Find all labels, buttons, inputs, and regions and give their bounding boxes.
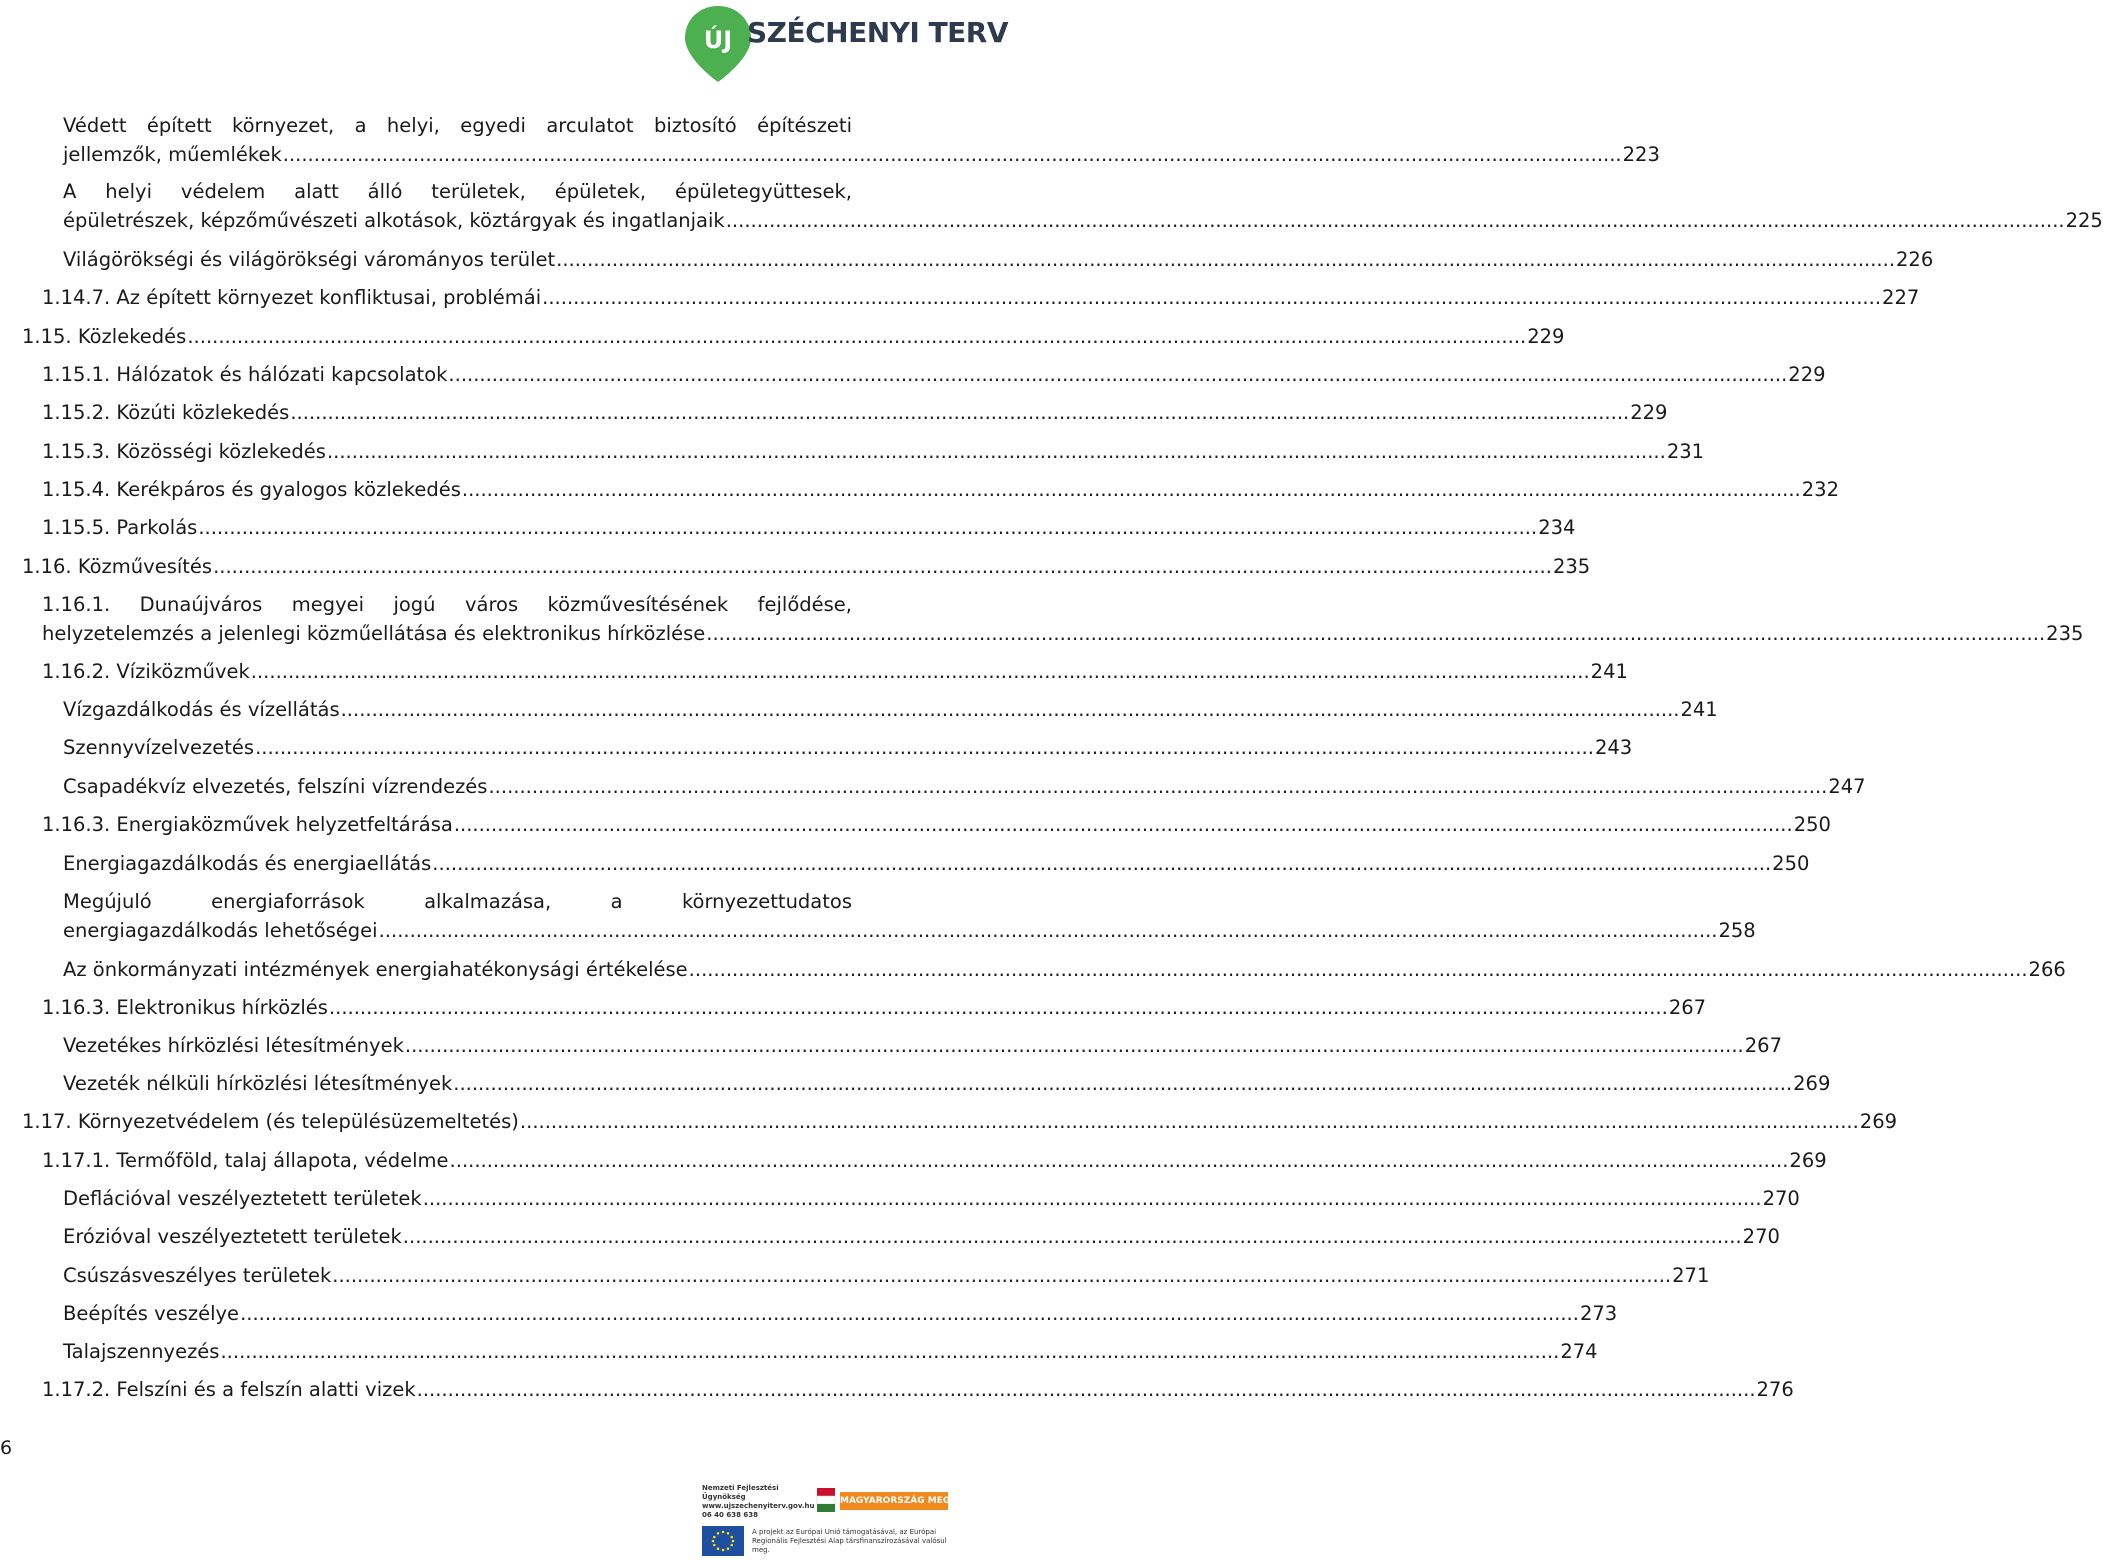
toc-entry-line bbox=[42, 993, 1707, 1022]
toc-entry-line bbox=[42, 283, 1920, 312]
toc-entry-title: 1.16. Közművesítés bbox=[22, 555, 213, 578]
toc-entry-title: Vezeték nélküli hírközlési létesítmények bbox=[63, 1072, 453, 1095]
toc-entry[interactable] bbox=[42, 1375, 1794, 1404]
toc-entry-title: Talajszennyezés bbox=[63, 1340, 220, 1363]
toc-entry[interactable] bbox=[42, 1146, 1827, 1175]
location-pin-icon bbox=[683, 4, 753, 84]
toc-entry-title: helyzetelemzés a jelenlegi közműellátása és elektronikus hírközlése bbox=[42, 622, 706, 645]
toc-entry-line bbox=[63, 140, 1660, 169]
toc-entry-title: épületrészek, képzőművészeti alkotások, köztárgyak és ingatlanjaik bbox=[63, 209, 725, 232]
toc-entry-title: 1.15. Közlekedés bbox=[22, 325, 187, 348]
toc-leader-dots bbox=[251, 657, 1590, 686]
toc-leader-dots bbox=[453, 1069, 1792, 1098]
toc-page-number: 258 bbox=[1718, 919, 1756, 942]
toc-entry[interactable] bbox=[22, 1107, 1898, 1136]
toc-leader-dots bbox=[417, 1375, 1756, 1404]
toc-entry[interactable] bbox=[22, 552, 1591, 581]
toc-page-number: 274 bbox=[1560, 1340, 1598, 1363]
toc-page-number: 226 bbox=[1896, 248, 1934, 271]
toc-leader-dots bbox=[454, 810, 1793, 839]
toc-entry-title-line: Védett épített környezet, a helyi, egyedi arculatot biztosító építészeti bbox=[63, 114, 852, 137]
toc-page-number: 267 bbox=[1744, 1034, 1782, 1057]
toc-entry[interactable] bbox=[63, 1031, 1782, 1060]
toc-page-number: 241 bbox=[1590, 660, 1628, 683]
toc-leader-dots bbox=[198, 513, 1537, 542]
toc-page-number: 229 bbox=[1630, 401, 1668, 424]
toc-entry-title: Energiagazdálkodás és energiaellátás bbox=[63, 852, 432, 875]
toc-leader-dots bbox=[329, 993, 1668, 1022]
toc-entry-line bbox=[63, 206, 2103, 235]
toc-entry[interactable] bbox=[42, 437, 1705, 466]
toc-entry-line bbox=[42, 360, 1826, 389]
toc-page-number: 223 bbox=[1622, 143, 1660, 166]
toc-entry-title: 1.15.2. Közúti közlekedés bbox=[42, 401, 290, 424]
toc-page-number: 247 bbox=[1828, 775, 1866, 798]
toc-leader-dots bbox=[462, 475, 1801, 504]
toc-entry[interactable] bbox=[42, 475, 1839, 504]
toc-leader-dots bbox=[240, 1299, 1579, 1328]
toc-leader-dots bbox=[423, 1184, 1762, 1213]
toc-entry[interactable] bbox=[63, 177, 2103, 235]
toc-page-number: 250 bbox=[1772, 852, 1810, 875]
toc-leader-dots bbox=[488, 772, 1827, 801]
toc-entry-line bbox=[42, 1146, 1827, 1175]
toc-entry-line bbox=[63, 733, 1633, 762]
toc-leader-dots bbox=[542, 283, 1881, 312]
toc-entry-line bbox=[63, 695, 1718, 724]
toc-entry-line bbox=[22, 1107, 1898, 1136]
toc-entry-line bbox=[42, 475, 1839, 504]
toc-entry-title: energiagazdálkodás lehetőségei bbox=[63, 919, 378, 942]
toc-entry-title: 1.16.3. Energiaközművek helyzetfeltárása bbox=[42, 813, 453, 836]
toc-entry[interactable] bbox=[63, 955, 2066, 984]
toc-leader-dots bbox=[726, 206, 2065, 235]
toc-entry-line bbox=[42, 810, 1831, 839]
toc-entry[interactable] bbox=[42, 993, 1707, 1022]
toc-page-number: 229 bbox=[1788, 363, 1826, 386]
toc-leader-dots bbox=[187, 322, 1526, 351]
toc-entry-title: Csapadékvíz elvezetés, felszíni vízrendezés bbox=[63, 775, 488, 798]
hungarian-coat-of-arms-icon bbox=[817, 1488, 835, 1512]
toc-entry[interactable] bbox=[42, 513, 1576, 542]
toc-entry-line bbox=[42, 1375, 1794, 1404]
toc-entry-title: 1.16.2. Víziközművek bbox=[42, 660, 250, 683]
toc-entry[interactable] bbox=[63, 733, 1633, 762]
toc-leader-dots bbox=[283, 140, 1622, 169]
toc-entry[interactable] bbox=[63, 111, 1660, 169]
toc-leader-dots bbox=[689, 955, 2028, 984]
toc-entry[interactable] bbox=[42, 283, 1920, 312]
toc-entry-line bbox=[42, 619, 2084, 648]
toc-leader-dots bbox=[332, 1261, 1671, 1290]
toc-entry[interactable] bbox=[63, 1337, 1598, 1366]
toc-entry-title: 1.15.5. Parkolás bbox=[42, 516, 198, 539]
toc-entry-title: Világörökségi és világörökségi várományos terület bbox=[63, 248, 556, 271]
nfu-logo-text: Nemzeti Fejlesztési Ügynökség www.ujszechenyiterv.gov.hu 06 40 638 638 bbox=[702, 1484, 815, 1519]
toc-entry-line bbox=[63, 1069, 1831, 1098]
toc-page-number: 276 bbox=[1756, 1378, 1794, 1401]
toc-page-number: 269 bbox=[1859, 1110, 1898, 1133]
toc-leader-dots bbox=[405, 1031, 1744, 1060]
toc-entry-title: Csúszásveszélyes területek bbox=[63, 1264, 332, 1287]
toc-entry-title: Beépítés veszélye bbox=[63, 1302, 240, 1325]
toc-entry-title: 1.17.1. Termőföld, talaj állapota, védelme bbox=[42, 1149, 449, 1172]
toc-entry-title: Erózióval veszélyeztetett területek bbox=[63, 1225, 402, 1248]
toc-entry-title: 1.14.7. Az épített környezet konfliktusai, problémái bbox=[42, 286, 542, 309]
toc-entry-title: 1.17.2. Felszíni és a felszín alatti vizek bbox=[42, 1378, 416, 1401]
toc-entry-line bbox=[63, 955, 2066, 984]
toc-leader-dots bbox=[341, 695, 1680, 724]
toc-leader-dots bbox=[290, 398, 1629, 427]
toc-entry-title: 1.16.3. Elektronikus hírközlés bbox=[42, 996, 328, 1019]
toc-entry-title: Vízgazdálkodás és vízellátás bbox=[63, 698, 340, 721]
toc-entry[interactable] bbox=[63, 1069, 1831, 1098]
toc-entry-line bbox=[63, 1222, 1780, 1251]
toc-entry-title: 1.15.1. Hálózatok és hálózati kapcsolatok bbox=[42, 363, 448, 386]
toc-entry-title: 1.15.3. Közösségi közlekedés bbox=[42, 440, 326, 463]
toc-leader-dots bbox=[327, 437, 1666, 466]
toc-page-number: 270 bbox=[1742, 1225, 1780, 1248]
toc-leader-dots bbox=[255, 733, 1594, 762]
toc-entry[interactable] bbox=[63, 1261, 1710, 1290]
toc-entry[interactable] bbox=[42, 360, 1826, 389]
toc-page-number: 250 bbox=[1793, 813, 1831, 836]
toc-entry-title: Deflációval veszélyeztetett területek bbox=[63, 1187, 422, 1210]
toc-entry[interactable] bbox=[63, 849, 1810, 878]
toc-entry-title: Szennyvízelvezetés bbox=[63, 736, 255, 759]
toc-entry-title-line: A helyi védelem alatt álló területek, épületek, épületegyüttesek, bbox=[63, 180, 852, 203]
toc-page-number: 235 bbox=[1552, 555, 1591, 578]
toc-leader-dots bbox=[403, 1222, 1742, 1251]
toc-entry[interactable] bbox=[42, 657, 1628, 686]
toc-entry[interactable] bbox=[63, 695, 1718, 724]
logo-badge: ÚJ bbox=[703, 26, 733, 54]
toc-page-number: 231 bbox=[1666, 440, 1705, 463]
toc-entry-line bbox=[63, 245, 1934, 274]
toc-page-number: 234 bbox=[1538, 516, 1576, 539]
toc-entry-line bbox=[22, 322, 1565, 351]
eu-funding-text: A projekt az Európai Unió támogatásával, az Európai Regionális Fejlesztési Alap társfinanszírozásával valósul meg. bbox=[752, 1528, 947, 1554]
toc-page-number: 229 bbox=[1527, 325, 1565, 348]
toc-entry-line bbox=[63, 849, 1810, 878]
toc-entry[interactable] bbox=[63, 1299, 1618, 1328]
toc-entry[interactable] bbox=[63, 772, 1866, 801]
toc-entry-line bbox=[42, 398, 1668, 427]
toc-entry[interactable] bbox=[42, 810, 1831, 839]
page-number: 6 bbox=[0, 1437, 13, 1459]
toc-entry-title-line: 1.16.1. Dunaújváros megyei jogú város közművesítésének fejlődése, bbox=[42, 593, 852, 616]
toc-entry[interactable] bbox=[63, 1184, 1800, 1213]
toc-page-number: 235 bbox=[2046, 622, 2084, 645]
toc-page-number: 243 bbox=[1594, 736, 1633, 759]
toc-entry[interactable] bbox=[63, 245, 1934, 274]
toc-entry-title-line: Megújuló energiaforrások alkalmazása, a környezettudatos bbox=[63, 890, 852, 913]
toc-entry-title: 1.15.4. Kerékpáros és gyalogos közlekedés bbox=[42, 478, 461, 501]
toc-entry-title: jellemzők, műemlékek bbox=[63, 143, 282, 166]
toc-entry-line bbox=[22, 552, 1591, 581]
toc-entry[interactable] bbox=[63, 887, 1756, 945]
toc-page-number: 269 bbox=[1793, 1072, 1831, 1095]
toc-entry-line bbox=[63, 1184, 1800, 1213]
toc-page-number: 270 bbox=[1762, 1187, 1800, 1210]
toc-page-number: 241 bbox=[1680, 698, 1718, 721]
toc-page-number: 267 bbox=[1668, 996, 1707, 1019]
toc-leader-dots bbox=[706, 619, 2045, 648]
logo-text: SZÉCHENYI TERV bbox=[747, 16, 1009, 49]
toc-entry-line bbox=[42, 513, 1576, 542]
toc-page-number: 227 bbox=[1882, 286, 1920, 309]
toc-entry-line bbox=[63, 1299, 1618, 1328]
toc-page-number: 269 bbox=[1789, 1149, 1827, 1172]
toc-leader-dots bbox=[520, 1107, 1859, 1136]
toc-entry[interactable] bbox=[42, 398, 1668, 427]
toc-page-number: 232 bbox=[1801, 478, 1839, 501]
hungary-renews-badge: MAGYARORSZÁG MEGÚJUL bbox=[840, 1492, 948, 1510]
toc-leader-dots bbox=[448, 360, 1787, 389]
footer-logos bbox=[690, 1478, 974, 1560]
toc-entry-line bbox=[42, 437, 1705, 466]
toc-entry-line bbox=[63, 1337, 1598, 1366]
toc-leader-dots bbox=[379, 916, 1718, 945]
toc-leader-dots bbox=[220, 1337, 1559, 1366]
toc-entry[interactable] bbox=[22, 322, 1565, 351]
toc-entry-line bbox=[63, 772, 1866, 801]
toc-leader-dots bbox=[213, 552, 1552, 581]
toc-page-number: 271 bbox=[1672, 1264, 1710, 1287]
toc-entry-title: 1.17. Környezetvédelem (és településüzemeltetés) bbox=[22, 1110, 519, 1133]
eu-flag-icon bbox=[702, 1526, 744, 1556]
toc-entry-title: Vezetékes hírközlési létesítmények bbox=[63, 1034, 404, 1057]
toc-entry[interactable] bbox=[63, 1222, 1780, 1251]
toc-leader-dots bbox=[450, 1146, 1789, 1175]
toc-entry[interactable] bbox=[42, 590, 2084, 648]
toc-entry-line bbox=[63, 1261, 1710, 1290]
toc-leader-dots bbox=[556, 245, 1895, 274]
toc-entry-title: Az önkormányzati intézmények energiahatékonysági értékelése bbox=[63, 958, 688, 981]
toc-page-number: 225 bbox=[2065, 209, 2103, 232]
toc-leader-dots bbox=[432, 849, 1771, 878]
toc-entry-line bbox=[63, 916, 1756, 945]
toc-page-number: 266 bbox=[2028, 958, 2066, 981]
toc-page-number: 273 bbox=[1579, 1302, 1618, 1325]
toc-entry-line bbox=[42, 657, 1628, 686]
toc-entry-line bbox=[63, 1031, 1782, 1060]
